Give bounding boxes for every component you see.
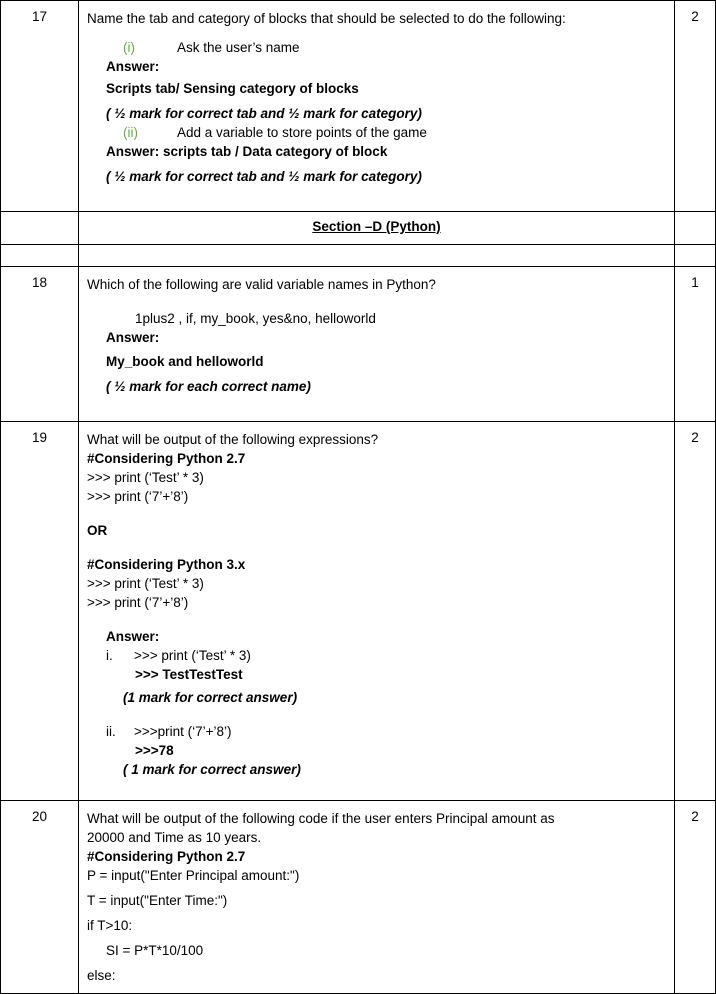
question-content [79,212,675,244]
text-line: >>> print (‘7’+’8’) [87,595,189,610]
text-line [87,540,666,555]
question-content [79,422,675,800]
text-line: >>> TestTestTest [135,667,243,682]
text-line: Answer: [106,629,160,644]
question-number [1,245,79,266]
text-line: Answer: scripts tab / Data category of block [106,144,388,159]
text-line [87,294,666,309]
list-marker: i. [106,648,113,663]
text-line: What will be output of the following expressions? [87,432,379,447]
marks-value: 2 [675,422,716,800]
text-line: if T>10: [87,918,133,933]
question-number: 17 [1,1,79,211]
text-line: >>> print (‘7’+’8’) [87,489,189,504]
text-line: My_book and helloworld [106,354,264,369]
question-content [79,245,675,266]
text-line: Which of the following are valid variable names in Python? [87,277,436,292]
text-line: ( ½ mark for each correct name) [106,379,311,394]
text-line: >>> print (‘Test’ * 3) [87,470,204,485]
text-line: SI = P*T*10/100 [106,943,204,958]
text-line: ( ½ mark for correct tab and ½ mark for category) [106,106,422,121]
line-text: >>> print (‘Test’ * 3) [134,648,251,663]
text-line: Name the tab and category of blocks that should be selected to do the following: [87,11,566,26]
text-line: 1plus2 , if, my_book, yes&no, helloworld [135,311,376,326]
question-number: 19 [1,422,79,800]
empty-row [1,245,716,267]
question-row [1,801,716,994]
question-row [1,1,716,212]
text-line: #Considering Python 2.7 [87,849,246,864]
text-line: Scripts tab/ Sensing category of blocks [106,81,359,96]
text-line [106,722,666,741]
marks-value: 1 [675,267,716,421]
text-line: 20000 and Time as 10 years. [87,830,262,845]
text-line: (1 mark for correct answer) [123,690,298,705]
text-line: else: [87,968,116,983]
line-text: Add a variable to store points of the game [177,125,427,140]
marks-value [675,245,716,266]
text-line: What will be output of the following code if the user enters Principal amount as [87,811,555,826]
text-line: OR [87,523,108,538]
question-content [79,1,675,211]
text-line: T = input("Enter Time:") [87,893,228,908]
text-line [87,506,666,521]
line-text: >>>print (‘7’+’8’) [134,724,232,739]
marks-value: 2 [675,1,716,211]
marks-value: 2 [675,801,716,993]
line-text: Ask the user’s name [177,40,300,55]
question-number [1,212,79,244]
list-marker: (ii) [123,125,138,140]
list-marker: (i) [123,40,135,55]
text-line: P = input("Enter Principal amount:") [87,868,300,883]
text-line: ( ½ mark for correct tab and ½ mark for category) [106,169,422,184]
marks-value [675,212,716,244]
text-line [106,646,666,665]
text-line [123,123,666,142]
text-line: ( 1 mark for correct answer) [123,762,301,777]
text-line [87,612,666,627]
section-row [1,212,716,245]
text-line [87,707,666,722]
question-content [79,801,675,993]
question-row [1,422,716,801]
text-line: Answer: [106,330,160,345]
list-marker: ii. [106,724,116,739]
text-line: >>> print (‘Test’ * 3) [87,576,204,591]
question-number: 20 [1,801,79,993]
text-line [123,38,666,57]
text-line: Answer: [106,59,160,74]
question-row [1,267,716,422]
text-line: #Considering Python 2.7 [87,451,246,466]
section-heading: Section –D (Python) [312,219,441,234]
text-line: >>>78 [135,743,174,758]
question-number: 18 [1,267,79,421]
question-content [79,267,675,421]
text-line: #Considering Python 3.x [87,557,246,572]
